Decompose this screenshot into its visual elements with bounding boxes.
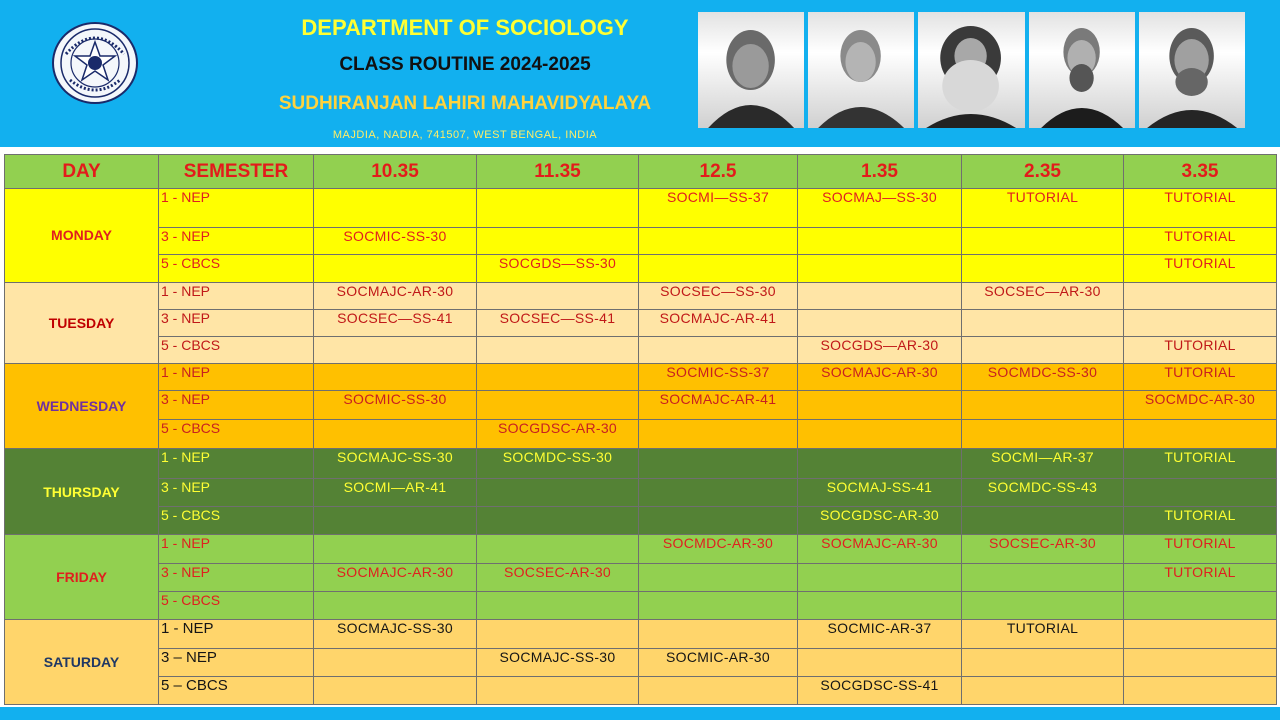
class-cell [1124,620,1277,648]
day-cell: TUESDAY [5,282,159,363]
class-cell: SOCMAJC-SS-30 [314,449,477,478]
class-cell [1124,676,1277,704]
class-cell [798,648,962,676]
class-cell [962,309,1124,336]
class-cell: TUTORIAL [962,189,1124,228]
class-cell [477,506,639,534]
semester-cell: 3 – NEP [159,648,314,676]
class-cell [477,620,639,648]
class-cell: TUTORIAL [1124,564,1277,592]
class-cell [962,228,1124,255]
table-row [5,282,1277,309]
class-cell [962,506,1124,534]
college-address: MAJDIA, NADIA, 741507, WEST BENGAL, INDIA [332,129,598,141]
table-row [5,564,1277,592]
class-cell: SOCGDSC-SS-41 [798,676,962,704]
class-cell [962,676,1124,704]
class-cell [962,336,1124,363]
col-header-time: 1.35 [798,155,962,189]
table-row [5,255,1277,282]
col-header-day: DAY [5,155,159,189]
class-cell: SOCMIC-AR-30 [639,648,798,676]
department-title: DEPARTMENT OF SOCIOLOGY [301,15,629,40]
semester-cell: 3 - NEP [159,564,314,592]
table-row [5,391,1277,420]
semester-cell: 5 - CBCS [159,420,314,449]
class-cell: SOCGDSC-AR-30 [477,420,639,449]
table-row [5,364,1277,391]
class-cell: SOCMAJ—SS-30 [798,189,962,228]
class-cell: SOCMIC-SS-37 [639,364,798,391]
class-cell [1124,309,1277,336]
col-header-time: 11.35 [477,155,639,189]
table-row [5,449,1277,478]
class-cell: SOCMAJC-AR-30 [798,534,962,563]
class-cell: SOCMIC-SS-30 [314,391,477,420]
portrait-image [1029,12,1135,128]
class-cell [639,506,798,534]
class-cell: SOCMAJC-AR-30 [314,282,477,309]
table-row [5,189,1277,228]
class-cell [798,282,962,309]
class-cell [798,449,962,478]
semester-cell: 1 - NEP [159,364,314,391]
header-row [5,155,1277,189]
class-cell [798,420,962,449]
class-cell [314,255,477,282]
routine-title: CLASS ROUTINE 2024-2025 [339,54,591,75]
class-cell: SOCMAJC-AR-41 [639,391,798,420]
class-cell [477,391,639,420]
semester-cell: 5 - CBCS [159,506,314,534]
class-cell: SOCMDC-SS-30 [962,364,1124,391]
table-row [5,620,1277,648]
header-banner [0,0,1280,147]
class-cell: TUTORIAL [1124,506,1277,534]
class-cell: SOCMIC-AR-37 [798,620,962,648]
table-row [5,420,1277,449]
day-cell: FRIDAY [5,534,159,619]
class-cell: SOCMIC-SS-30 [314,228,477,255]
class-cell [798,255,962,282]
portrait-image [808,12,914,128]
class-cell [639,449,798,478]
day-cell: WEDNESDAY [5,364,159,449]
day-cell: MONDAY [5,189,159,283]
table-row [5,648,1277,676]
class-cell: SOCGDSC-AR-30 [798,506,962,534]
class-cell: SOCGDS—AR-30 [798,336,962,363]
semester-cell: 5 - CBCS [159,255,314,282]
class-cell: SOCMAJC-SS-30 [477,648,639,676]
class-cell: TUTORIAL [1124,255,1277,282]
semester-cell: 3 - NEP [159,228,314,255]
class-cell: SOCSEC-AR-30 [477,564,639,592]
class-cell [639,592,798,620]
class-cell: SOCGDS—SS-30 [477,255,639,282]
class-cell [798,228,962,255]
class-cell: TUTORIAL [1124,534,1277,563]
class-cell: TUTORIAL [1124,189,1277,228]
class-cell [639,478,798,506]
semester-cell: 1 - NEP [159,189,314,228]
class-cell [639,255,798,282]
class-cell [798,391,962,420]
class-cell [1124,282,1277,309]
semester-cell: 3 - NEP [159,391,314,420]
class-cell [962,648,1124,676]
col-header-time: 10.35 [314,155,477,189]
class-cell [639,676,798,704]
table-row [5,592,1277,620]
class-cell: SOCSEC—SS-30 [639,282,798,309]
class-cell [477,676,639,704]
col-header-semester: SEMESTER [159,155,314,189]
class-cell: SOCMAJC-AR-30 [798,364,962,391]
portrait-image [698,12,804,128]
semester-cell: 5 – CBCS [159,676,314,704]
class-cell [314,592,477,620]
class-cell [639,564,798,592]
class-cell [477,228,639,255]
class-cell [798,564,962,592]
day-cell: THURSDAY [5,449,159,534]
class-cell [314,364,477,391]
class-cell [1124,648,1277,676]
class-cell: TUTORIAL [1124,449,1277,478]
college-seal-icon [52,22,138,104]
class-cell [477,534,639,563]
class-cell [314,648,477,676]
semester-cell: 1 - NEP [159,282,314,309]
class-cell [798,592,962,620]
table-row [5,309,1277,336]
class-cell: SOCSEC—AR-30 [962,282,1124,309]
class-cell: SOCMI—AR-41 [314,478,477,506]
class-cell: SOCMDC-AR-30 [1124,391,1277,420]
class-cell: SOCMDC-AR-30 [639,534,798,563]
class-cell [314,534,477,563]
semester-cell: 5 - CBCS [159,336,314,363]
class-cell [962,391,1124,420]
class-cell: SOCMAJ-SS-41 [798,478,962,506]
table-row [5,228,1277,255]
semester-cell: 1 - NEP [159,534,314,563]
semester-cell: 3 - NEP [159,309,314,336]
semester-cell: 1 - NEP [159,449,314,478]
class-cell: SOCSEC—SS-41 [314,309,477,336]
class-cell [1124,420,1277,449]
class-cell [314,676,477,704]
semester-cell: 1 - NEP [159,620,314,648]
table-row [5,534,1277,563]
class-cell: SOCMAJC-AR-41 [639,309,798,336]
class-cell: TUTORIAL [962,620,1124,648]
class-cell: TUTORIAL [1124,364,1277,391]
class-cell [962,564,1124,592]
col-header-time: 3.35 [1124,155,1277,189]
class-cell [798,309,962,336]
portrait-image [918,12,1024,128]
table-row [5,506,1277,534]
class-cell: SOCMDC-SS-43 [962,478,1124,506]
class-cell [477,364,639,391]
class-cell [477,592,639,620]
class-cell: SOCMI—AR-37 [962,449,1124,478]
class-cell [639,228,798,255]
class-cell [639,420,798,449]
class-cell [477,189,639,228]
class-cell [314,336,477,363]
day-cell: SATURDAY [5,620,159,705]
class-cell [639,620,798,648]
portrait-image [1139,12,1245,128]
class-cell [477,336,639,363]
college-name: SUDHIRANJAN LAHIRI MAHAVIDYALAYA [278,93,652,114]
table-row [5,676,1277,704]
class-cell [314,506,477,534]
semester-cell: 3 - NEP [159,478,314,506]
col-header-time: 2.35 [962,155,1124,189]
footer-bar [0,707,1280,720]
class-cell [314,420,477,449]
class-cell [477,282,639,309]
sociologist-portraits [698,12,1245,128]
class-cell: SOCMI—SS-37 [639,189,798,228]
table-row [5,336,1277,363]
class-cell: SOCMAJC-SS-30 [314,620,477,648]
class-cell [962,255,1124,282]
class-cell: SOCSEC—SS-41 [477,309,639,336]
class-cell: SOCMDC-SS-30 [477,449,639,478]
class-cell [639,336,798,363]
class-cell: SOCSEC-AR-30 [962,534,1124,563]
col-header-time: 12.5 [639,155,798,189]
class-cell: TUTORIAL [1124,228,1277,255]
class-cell [314,189,477,228]
semester-cell: 5 - CBCS [159,592,314,620]
class-routine-table [4,154,1277,705]
class-cell [962,592,1124,620]
class-cell: SOCMAJC-AR-30 [314,564,477,592]
table-row [5,478,1277,506]
class-cell [1124,478,1277,506]
class-cell [477,478,639,506]
class-cell [1124,592,1277,620]
class-cell: TUTORIAL [1124,336,1277,363]
class-cell [962,420,1124,449]
